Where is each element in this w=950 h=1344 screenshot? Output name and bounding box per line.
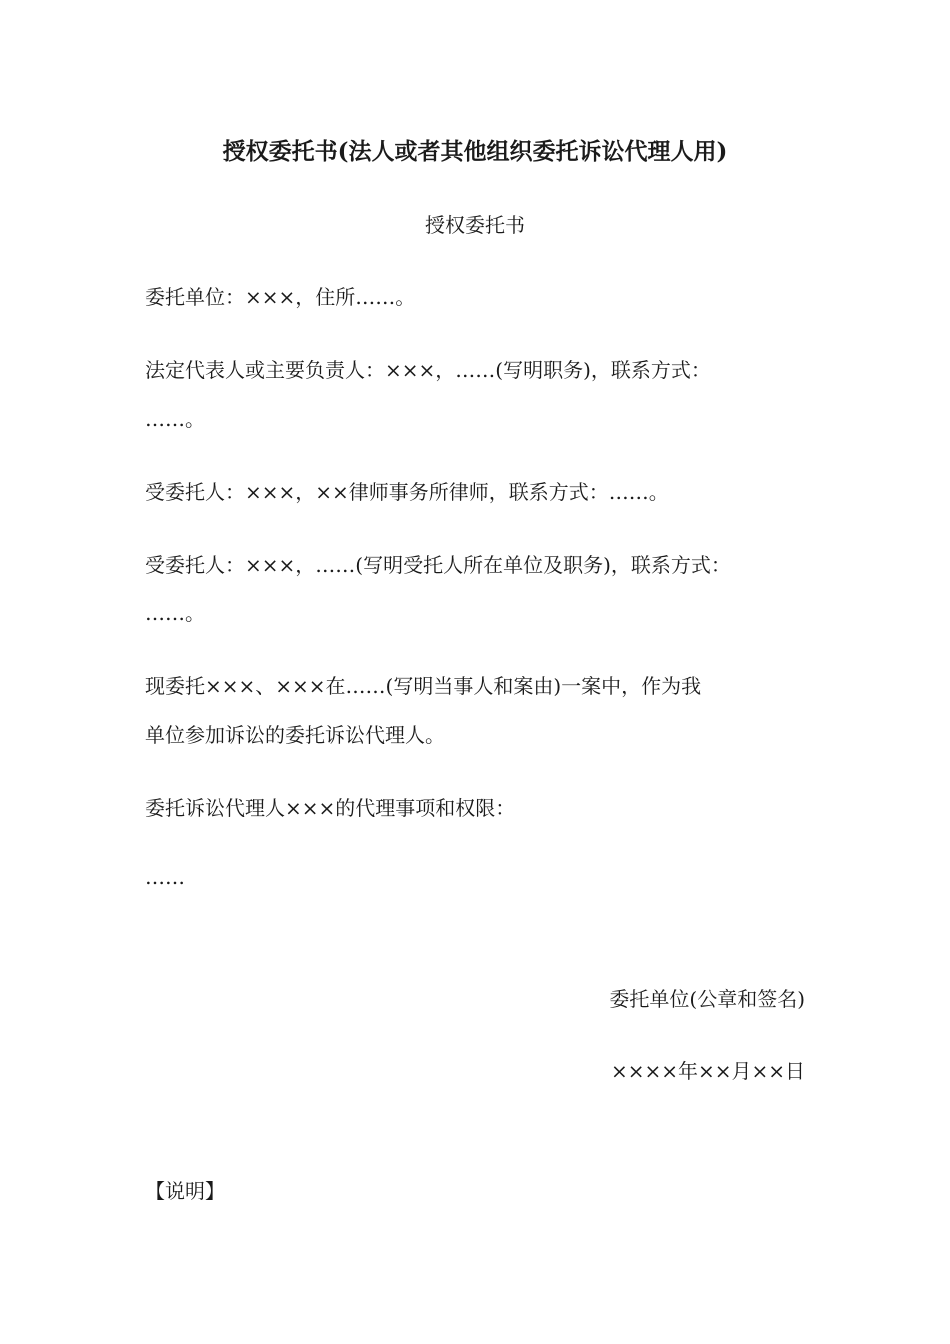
legal-representative-line-cont: ……。 [145,407,205,431]
entrustment-statement-line-cont: 单位参加诉讼的委托诉讼代理人。 [145,723,445,747]
agent-lawyer-line: 受委托人：×××，××律师事务所律师，联系方式：……。 [145,480,669,504]
note-heading: 【说明】 [145,1179,225,1203]
entrustment-statement-line: 现委托×××、×××在……(写明当事人和案由)一案中，作为我 [145,674,702,698]
legal-representative-line: 法定代表人或主要负责人：×××，……(写明职务)，联系方式： [145,358,711,382]
document-title: 授权委托书(法人或者其他组织委托诉讼代理人用) [222,138,728,165]
signature-line: 委托单位(公章和签名) [609,987,805,1011]
scope-heading-line: 委托诉讼代理人×××的代理事项和权限： [145,796,516,820]
document-subtitle: 授权委托书 [425,213,525,237]
date-line: ××××年××月××日 [610,1059,805,1083]
agent-other-line-cont: ……。 [145,601,205,625]
agent-other-line: 受委托人：×××，……(写明受托人所在单位及职务)，联系方式： [145,553,731,577]
scope-content-line: …… [145,865,185,889]
entrusting-unit-line: 委托单位：×××，住所……。 [145,285,416,309]
